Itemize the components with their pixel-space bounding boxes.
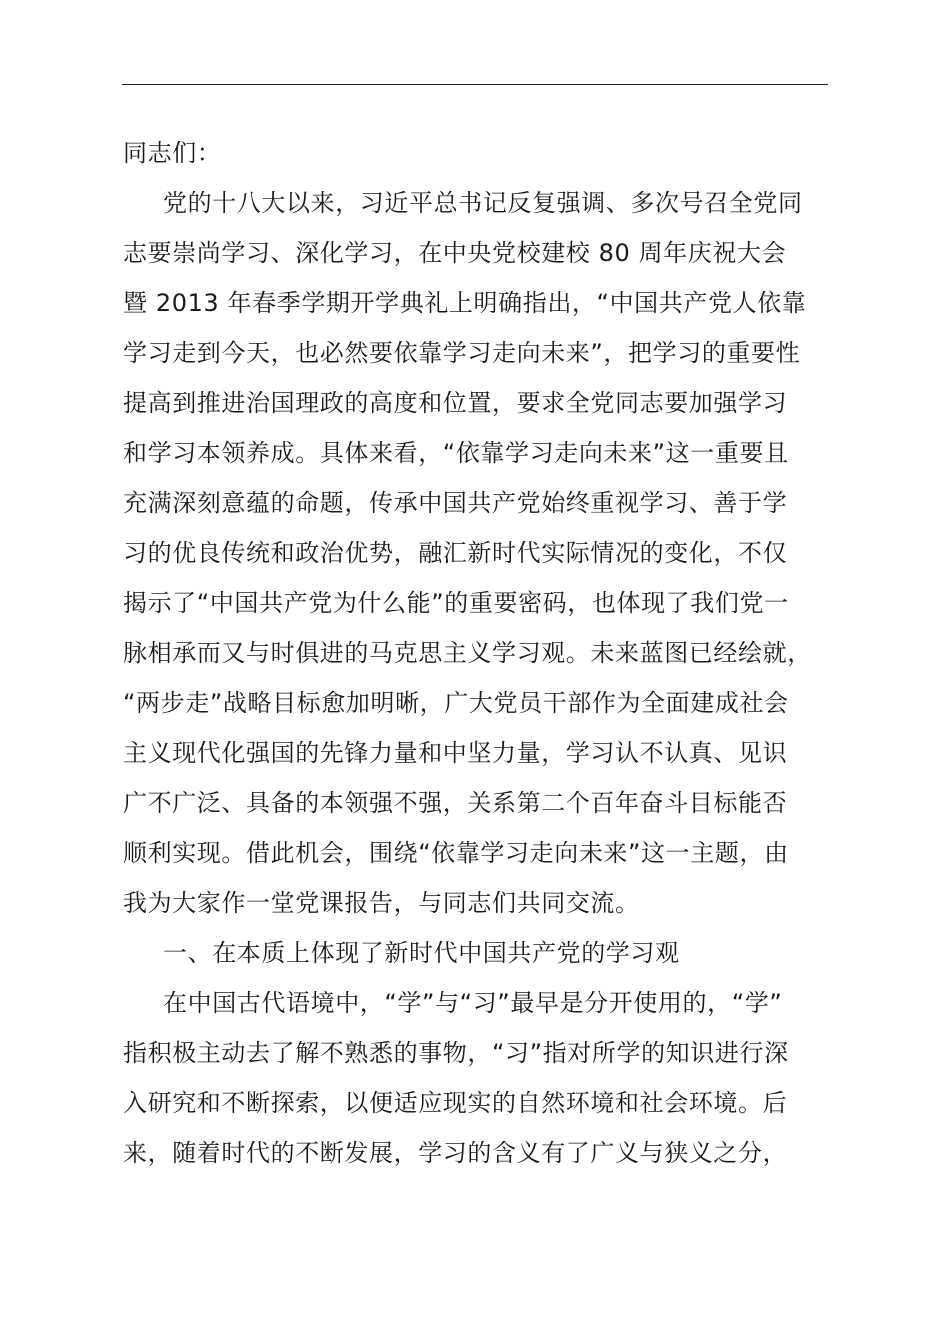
text-line: 主义现代化强国的先锋力量和中坚力量，学习认不认真、见识 (123, 739, 788, 767)
text-line: 我为大家作一堂党课报告，与同志们共同交流。 (123, 889, 640, 917)
text-line: 学习走到今天，也必然要依靠学习走向未来”，把学习的重要性 (123, 339, 801, 367)
text-line: 提高到推进治国理政的高度和位置，要求全党同志要加强学习 (123, 389, 788, 417)
text-line: 顺利实现。借此机会，围绕“依靠学习走向未来”这一主题，由 (123, 839, 789, 867)
text-line: 揭示了“中国共产党为什么能”的重要密码，也体现了我们党一 (123, 589, 789, 617)
paragraph-section-one (123, 978, 829, 1178)
text-line: 志要崇尚学习、深化学习，在中央党校建校 80 周年庆祝大会 (123, 239, 787, 267)
text-line: 来，随着时代的不断发展，学习的含义有了广义与狭义之分， (123, 1139, 788, 1167)
text-line: 脉相承而又与时俱进的马克思主义学习观。未来蓝图已经绘就， (123, 639, 812, 667)
text-line: 习的优良传统和政治优势，融汇新时代实际情况的变化，不仅 (123, 539, 788, 567)
paragraph-intro (123, 178, 829, 928)
text-line: 和学习本领养成。具体来看，“依靠学习走向未来”这一重要且 (123, 439, 789, 467)
document-body (123, 128, 829, 1178)
text-line: 指积极主动去了解不熟悉的事物，“习”指对所学的知识进行深 (123, 1039, 789, 1067)
text-line: 暨 2013 年春季学期开学典礼上明确指出，“中国共产党人依靠 (123, 289, 807, 317)
section-heading (123, 928, 829, 978)
header-rule (122, 84, 828, 85)
text-line: 在中国古代语境中，“学”与“习”最早是分开使用的，“学” (163, 989, 783, 1017)
salutation: 同志们： (123, 139, 222, 167)
text-line: 党的十八大以来，习近平总书记反复强调、多次号召全党同 (163, 189, 803, 217)
text-line: 广不广泛、具备的本领强不强，关系第二个百年奋斗目标能否 (123, 789, 788, 817)
text-line: “两步走”战略目标愈加明晰，广大党员干部作为全面建成社会 (123, 689, 789, 717)
heading-line: 一、在本质上体现了新时代中国共产党的学习观 (163, 939, 680, 967)
text-line: 入研究和不断探索，以便适应现实的自然环境和社会环境。后 (123, 1089, 788, 1117)
text-line: 充满深刻意蕴的命题，传承中国共产党始终重视学习、善于学 (123, 489, 788, 517)
